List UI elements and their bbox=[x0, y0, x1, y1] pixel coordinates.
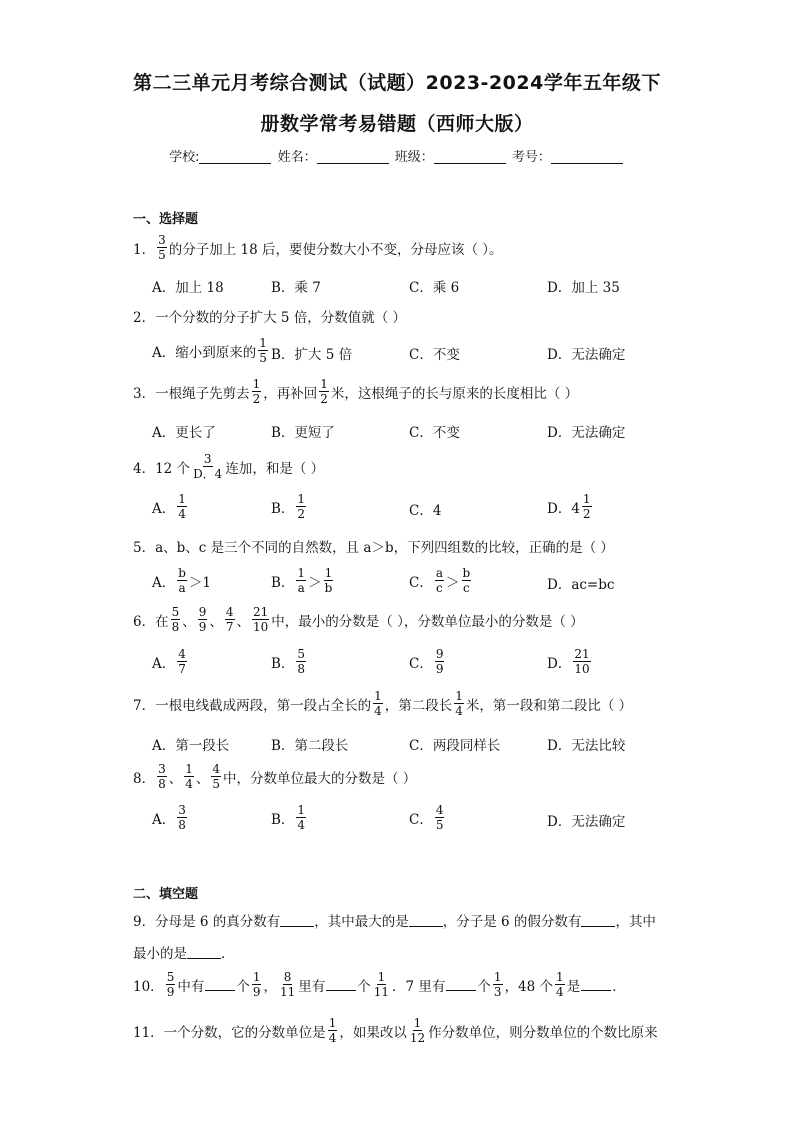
question-1 bbox=[133, 233, 503, 262]
question-10: 10． $\frac{5}{9}$ 中有 个 $\frac{1}{9}$ ， $\frac{8}{11}$ 里有 个 $\frac{1}{11}$ ．7 里有 个 $\frac{1}{3}$ ，48 个 $\frac{1}{4}$ 是 ． bbox=[133, 970, 626, 999]
fraction: $\frac{1}{2}$ bbox=[320, 377, 328, 406]
fraction: $\frac{3}{D.4}$ bbox=[193, 452, 223, 481]
option-a[interactable]: A．加上 18 bbox=[152, 280, 224, 296]
question-9-line2: 最小的是 ． bbox=[133, 946, 235, 962]
option-d[interactable]: D．加上 35 bbox=[547, 280, 620, 296]
question-2: 2．一个分数的分子扩大 5 倍，分数值就（ ） bbox=[133, 310, 407, 326]
number-field[interactable] bbox=[551, 149, 623, 164]
question-5: 5．a、b、c 是三个不同的自然数，且 a＞b，下列四组数的比较，正确的是（ ） bbox=[133, 540, 614, 556]
class-field[interactable] bbox=[434, 149, 506, 164]
option-a[interactable]: A．第一段长 bbox=[152, 738, 230, 754]
option-b[interactable]: B．扩大 5 倍 bbox=[271, 347, 353, 363]
option-c[interactable]: C．不变 bbox=[409, 347, 460, 363]
school-label: 学校: bbox=[169, 150, 200, 165]
answer-blank[interactable] bbox=[581, 978, 611, 991]
fraction: $\frac{1}{4}$ bbox=[455, 689, 463, 718]
question-8: 8． $\frac{3}{8}$ 、 $\frac{1}{4}$ 、 $\frac{4}{5}$ 中，分数单位最大的分数是（ ） bbox=[133, 762, 417, 791]
option-b[interactable]: B． $\frac{1}{2}$ bbox=[271, 492, 306, 521]
option-c[interactable]: C．两段同样长 bbox=[409, 738, 501, 754]
fraction: $\frac{1}{4}$ bbox=[374, 689, 382, 718]
option-d[interactable]: D．无法确定 bbox=[547, 347, 626, 363]
name-field[interactable] bbox=[317, 149, 389, 164]
class-label: 班级： bbox=[394, 150, 434, 165]
answer-blank[interactable] bbox=[187, 946, 221, 959]
option-d[interactable]: D． $\frac{21}{10}$ bbox=[547, 647, 590, 676]
question-9-line1: 9．分母是 6 的真分数有 ，其中最大的是 ，分子是 6 的假分数有 ，其中 bbox=[133, 914, 656, 930]
answer-blank[interactable] bbox=[326, 978, 356, 991]
answer-blank[interactable] bbox=[409, 914, 443, 927]
option-b[interactable]: B． $\frac{1}{4}$ bbox=[271, 803, 306, 832]
option-b[interactable]: B．第二段长 bbox=[271, 738, 349, 754]
fraction: $\frac{3}{5}$ bbox=[158, 233, 166, 262]
question-text: 的分子加上 18 后，要使分数大小不变，分母应该（ ）。 bbox=[168, 241, 503, 258]
option-b[interactable]: B．更短了 bbox=[271, 425, 335, 441]
question-6: 6．在 $\frac{5}{8}$ 、 $\frac{9}{9}$ 、 $\frac{4}{7}$ 、 $\frac{21}{10}$ 中，最小的分数是（ ），分数单位最小的分数是（ ） bbox=[133, 605, 584, 634]
option-b[interactable]: B． $\frac{1}{a}$ ＞ $\frac{1}{b}$ bbox=[271, 566, 333, 595]
page-title-line1: 第二三单元月考综合测试（试题）2023-2024学年五年级下 bbox=[133, 72, 661, 94]
option-d[interactable]: D．ac=bc bbox=[547, 577, 615, 593]
fraction: $\frac{9}{9}$ bbox=[198, 605, 207, 634]
question-3: 3．一根绳子先剪去 $\frac{1}{2}$ ，再补回 $\frac{1}{2}$ 米，这根绳子的长与原来的长度相比（ ） bbox=[133, 377, 579, 406]
question-7: 7．一根电线截成两段，第一段占全长的 $\frac{1}{4}$ ，第二段长 $\frac{1}{4}$ 米，第一段和第二段比（ ） bbox=[133, 689, 633, 718]
school-field[interactable] bbox=[199, 149, 271, 164]
option-c[interactable]: C．乘 6 bbox=[409, 280, 460, 296]
question-number: 1． bbox=[133, 241, 156, 258]
question-4: 4．12 个 $\frac{3}{D.4}$ 连加，和是（ ） bbox=[133, 452, 325, 481]
option-c[interactable]: C．4 bbox=[409, 503, 442, 519]
option-a[interactable]: A．更长了 bbox=[152, 425, 216, 441]
option-c[interactable]: C．不变 bbox=[409, 425, 460, 441]
answer-blank[interactable] bbox=[581, 914, 615, 927]
fraction: $\frac{4}{5}$ bbox=[212, 762, 221, 791]
number-label: 考号： bbox=[511, 150, 551, 165]
fraction: $\frac{1}{2}$ bbox=[252, 377, 261, 406]
answer-blank[interactable] bbox=[205, 978, 235, 991]
answer-blank[interactable] bbox=[280, 914, 314, 927]
option-a[interactable]: A． $\frac{4}{7}$ bbox=[152, 647, 186, 676]
question-11: 11．一个分数，它的分数单位是 $\frac{1}{4}$ ，如果改以 $\frac{1}{12}$ 作分数单位，则分数单位的个数比原来 bbox=[133, 1016, 658, 1045]
option-b[interactable]: B． $\frac{5}{8}$ bbox=[271, 647, 306, 676]
option-c[interactable]: C． $\frac{a}{c}$ ＞ $\frac{b}{c}$ bbox=[409, 566, 471, 595]
option-d[interactable]: D．无法比较 bbox=[547, 738, 626, 754]
fraction: $\frac{1}{4}$ bbox=[185, 762, 193, 791]
option-b[interactable]: B．乘 7 bbox=[271, 280, 321, 296]
page-title-line2: 册数学常考易错题（西师大版） bbox=[260, 113, 534, 135]
option-a[interactable]: A． $\frac{1}{4}$ bbox=[152, 492, 186, 521]
student-info-row bbox=[0, 146, 794, 165]
answer-blank[interactable] bbox=[446, 978, 476, 991]
option-a[interactable]: A． $\frac{b}{a}$ ＞1 bbox=[152, 566, 212, 595]
option-d[interactable]: D．无法确定 bbox=[547, 814, 626, 830]
section-heading-fill: 二、填空题 bbox=[133, 887, 199, 902]
fraction: $\frac{4}{7}$ bbox=[225, 605, 234, 634]
option-c[interactable]: C． $\frac{9}{9}$ bbox=[409, 647, 444, 676]
section-heading-choice: 一、选择题 bbox=[133, 212, 199, 227]
option-d[interactable]: D．无法确定 bbox=[547, 425, 626, 441]
option-c[interactable]: C． $\frac{4}{5}$ bbox=[409, 803, 444, 832]
name-label: 姓名： bbox=[277, 150, 317, 165]
fraction: $\frac{5}{8}$ bbox=[171, 605, 180, 634]
option-a[interactable]: A． $\frac{3}{8}$ bbox=[152, 803, 186, 832]
option-d[interactable]: D．4 $\frac{1}{2}$ bbox=[547, 492, 591, 521]
fraction: $\frac{21}{10}$ bbox=[253, 605, 269, 634]
option-a[interactable]: A．缩小到原来的 $\frac{1}{5}$ bbox=[152, 336, 267, 365]
fraction: $\frac{3}{8}$ bbox=[158, 762, 166, 791]
